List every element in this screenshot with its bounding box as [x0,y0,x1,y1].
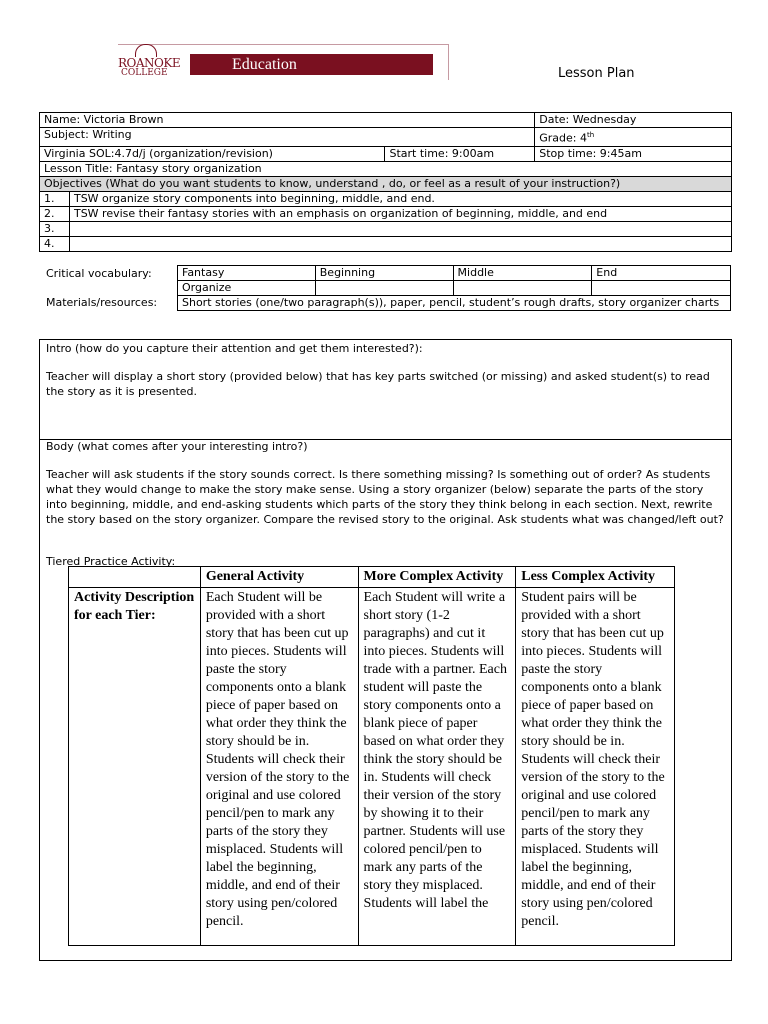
vocab-term: Fantasy [178,266,316,281]
vocab-term: Middle [453,266,592,281]
grade-cell [535,128,732,147]
stop-time-cell: Stop time: 9:45am [535,146,732,161]
tiered-label: Tiered Practice Activity: [46,555,176,568]
materials-text: Short stories (one/two paragraph(s)), paper, pencil, student’s rough drafts, story organizer charts [178,296,731,311]
objectives-header: Objectives (What do you want students to know, understand , do, or feel as a result of your instruction?) [40,176,732,191]
vocab-empty [453,281,592,296]
vocab-term: Beginning [315,266,453,281]
grade-superscript: th [587,131,595,139]
objective-number: 4. [40,236,70,251]
complex-activity-text: Each Student will write a short story (1-2 paragraphs) and cut it into pieces. Students will trade with a partner. Each student will paste the story components onto a blank piece of paper based on what order they think the story should be in. Students will check their version of the story by showing it to their partner. Students will use colored pencil/pen to mark any parts of the story they misplaced. Students will label the [358,588,516,946]
less-complex-activity-text: Student pairs will be provided with a short story that has been cut up into pieces. Students will paste the story components onto a blank piece of paper based on what order they think the story should be in. Students will check their version of the story to the original and use colored pencil/pen to mark any parts of the story they misplaced. Students will label the beginning, middle, and end of their story using pen/colored pencil. [516,588,675,946]
activity-row-label: Activity Description for each Tier: [69,588,201,946]
intro-heading: Intro (how do you capture their attention and get them interested?): [46,342,423,355]
body-text: Teacher will ask students if the story sounds correct. Is there something missing? Is something out of order? As students what they would change to make the story make sense. Using a story organizer (below) separate the parts of the story into beginning, middle, and end-asking students which parts of the story they think belong in each section. Next, rewrite the story based on the story organizer. Compare the revised story to the original. Ask students what was changed/left out? [46,468,724,526]
lesson-info-table [39,112,732,252]
empty-corner-cell [69,567,201,588]
education-banner: Education [190,54,433,75]
subject-cell: Subject: Writing [40,128,535,147]
name-cell: Name: Victoria Brown [40,113,535,128]
less-complex-activity-header: Less Complex Activity [516,567,675,588]
college-logo [118,44,181,80]
vocabulary-materials-table [177,265,731,311]
vocabulary-label: Critical vocabulary: [46,267,152,280]
general-activity-text: Each Student will be provided with a short story that has been cut up into pieces. Students will paste the story components onto a blank piece of paper based on what order they think the story should be in. Students will check their version of the story to the original and use colored pencil/pen to mark any parts of the story they misplaced. Students will label the beginning, middle, and end of their story using pen/colored pencil. [200,588,358,946]
objective-text: TSW organize story components into beginning, middle, and end. [69,191,731,206]
vocab-term: Organize [178,281,316,296]
objective-number: 1. [40,191,70,206]
tiered-activity-table [68,566,675,946]
objective-number: 2. [40,206,70,221]
objective-text [69,221,731,236]
logo-text-line2: COLLEGE [121,68,168,78]
vocab-empty [315,281,453,296]
sol-cell: Virginia SOL:4.7d/j (organization/revision) [40,146,385,161]
objective-text: TSW revise their fantasy stories with an emphasis on organization of beginning, middle, and end [69,206,731,221]
start-time-cell: Start time: 9:00am [385,146,535,161]
grade-text: Grade: 4 [539,131,587,145]
materials-label: Materials/resources: [46,296,158,309]
vocab-empty [592,281,731,296]
objective-number: 3. [40,221,70,236]
document-title: Lesson Plan [558,66,635,81]
vocab-term: End [592,266,731,281]
logo-text-line1: ROANOKE [118,56,181,70]
intro-text: Teacher will display a short story (provided below) that has key parts switched (or missing) and asked student(s) to read the story as it is presented. [46,370,710,398]
lesson-title-cell: Lesson Title: Fantasy story organization [40,161,732,176]
complex-activity-header: More Complex Activity [358,567,516,588]
general-activity-header: General Activity [200,567,358,588]
body-heading: Body (what comes after your interesting intro?) [46,440,308,453]
objective-text [69,236,731,251]
date-cell: Date: Wednesday [535,113,732,128]
